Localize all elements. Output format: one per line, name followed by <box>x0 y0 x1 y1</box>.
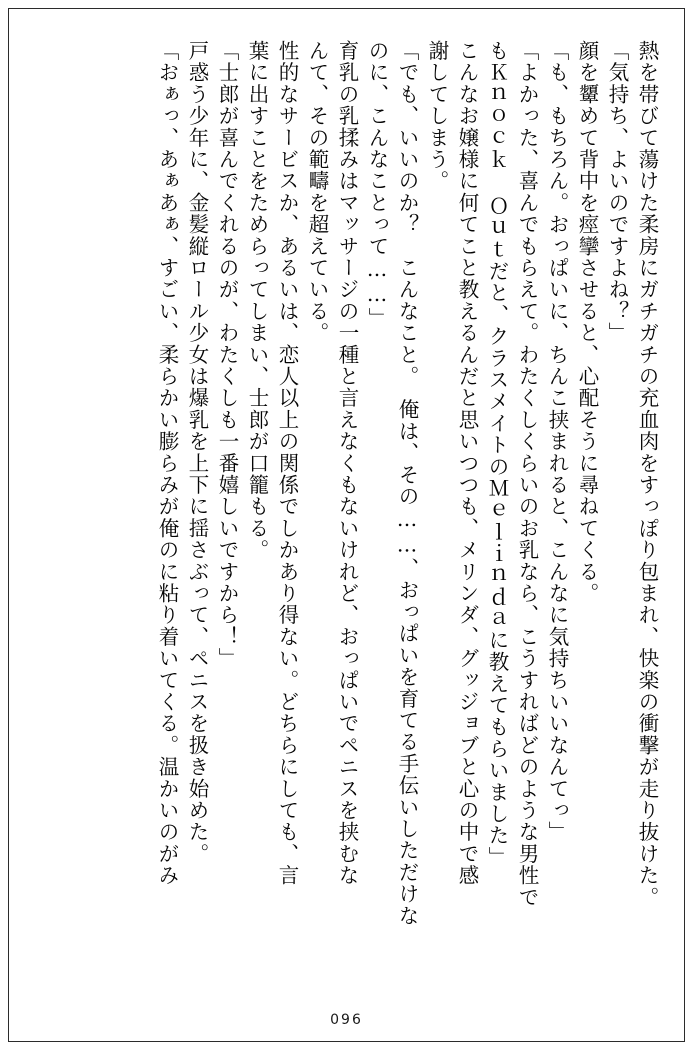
text-column: こんなお嬢様に何てこと教えるんだと思いつつも、メリンダ、グッジョブと心の中で感 <box>455 40 479 887</box>
text-column: んて、その範疇を超えている。 <box>305 40 329 344</box>
text-column: 謝してしまう。 <box>425 40 449 192</box>
text-column: 「おぁっ、あぁあぁ、すごい、柔らかい膨らみが俺のに粘り着いてくる。温かいのがみ <box>155 40 179 887</box>
text-column: のに、こんなことって……」 <box>365 40 389 330</box>
text-column: 「も、もちろん。おっぱいに、ちんこ挟まれると、こんなに気持ちいいなんてっ」 <box>545 40 569 843</box>
text-column: 葉に出すことをためらってしまい、士郎が口籠もる。 <box>245 40 269 561</box>
text-column: もＫｎｏｃｋ Ｏｕｔだと、クラスメイトのＭｅｌｉｎｄａに教えてもらいました」 <box>485 40 509 869</box>
text-column: 戸惑う少年に、金髪縦ロール少女は爆乳を上下に揺さぶって、ペニスを扱き始めた。 <box>185 40 209 865</box>
text-column: 「気持ち、よいのですよね？」 <box>605 40 629 344</box>
text-column: 「士郎が喜んでくれるのが、わたくしも一番嬉しいですから！」 <box>215 40 239 670</box>
page-number: 096 <box>330 1012 363 1028</box>
text-column: 顔を顰めて背中を痙攣させると、心配そうに尋ねてくる。 <box>575 40 599 605</box>
vertical-text-body <box>30 40 662 970</box>
text-column: 「よかった、喜んでもらえて。わたくしくらいのお乳なら、こうすればどのような男性で <box>515 40 539 908</box>
text-column: 育乳の乳揉みはマッサージの一種と言えなくもないけれど、おっぱいでペニスを挟むな <box>335 40 359 887</box>
text-column: 性的なサービスか、あるいは、恋人以上の関係でしかあり得ない。どちらにしても、言 <box>275 40 299 887</box>
text-column: 「でも、いいのか？ こんなこと。 俺は、その……、おっぱいを育てる手伝いしただけな <box>395 40 419 927</box>
text-column: 熱を帯びて蕩けた柔房にガチガチの充血肉をすっぽり包まれ、快楽の衝撃が走り抜けた。 <box>635 40 659 908</box>
